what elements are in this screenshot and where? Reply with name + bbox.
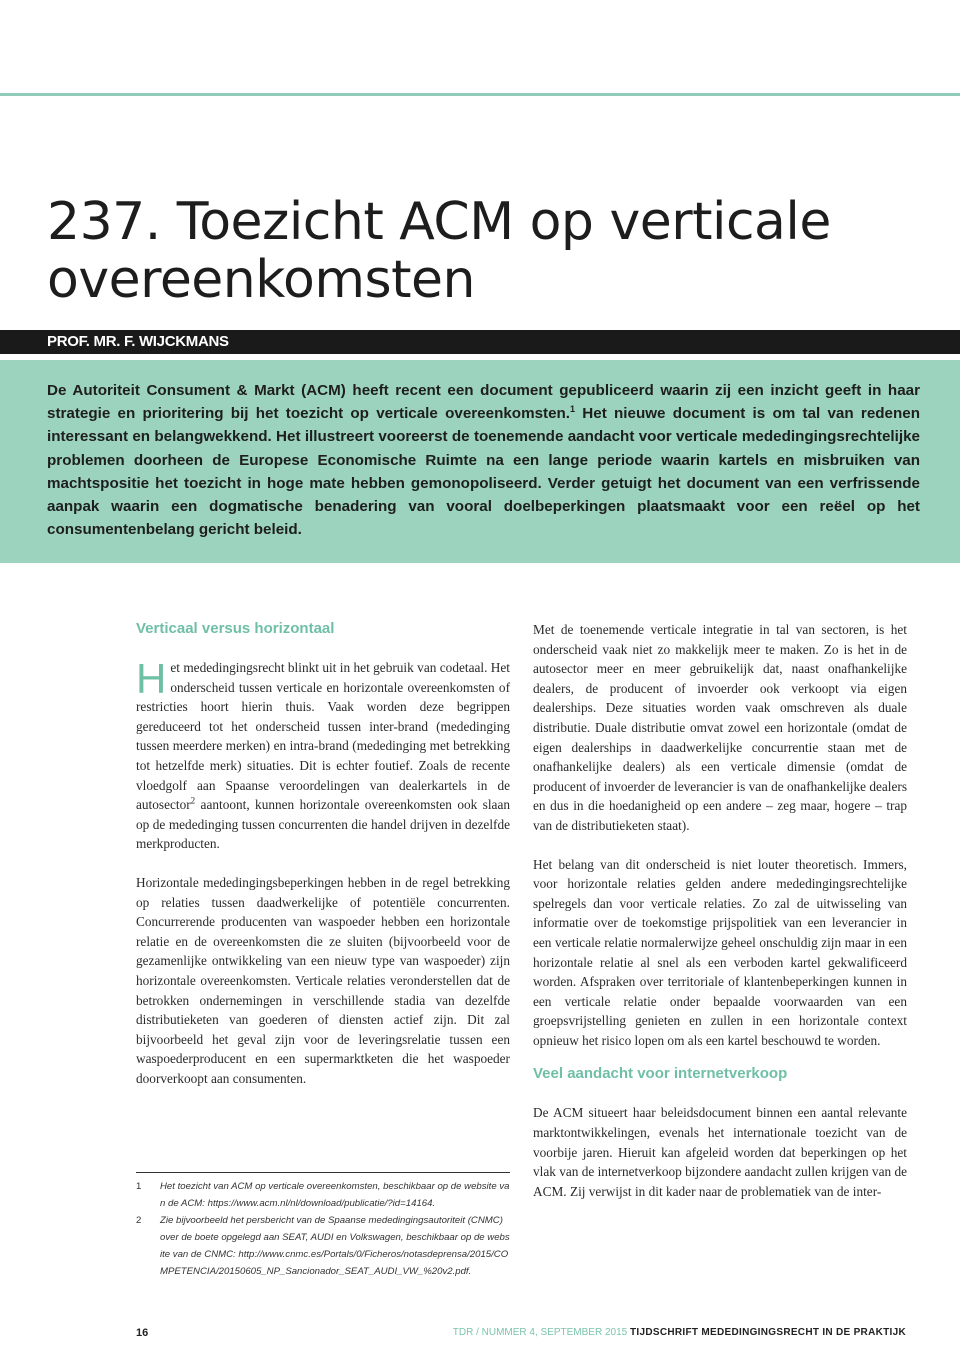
issue-info: TDR / NUMMER 4, SEPTEMBER 2015 xyxy=(452,1327,628,1338)
page-number: 16 xyxy=(136,1327,149,1339)
article-title: 237. Toezicht ACM op verticale overeenkomsten xyxy=(47,192,831,310)
paragraph: Het belang van dit onderscheid is niet louter theoretisch. Immers, voor horizontale relaties gelden andere mededingingsrechtelijke spelregels dan voor verticale relaties. Zo zal de uitwisseling van informatie over de toekomstige prijspolitiek van een leverancier in een verticale relatie normalerwijze geheel onschuldig zijn maar in een horizontale relatie al snel als een verboden kartel gekwalificeerd worden. Afspraken over territoriale of klantenbeperkingen kunnen in een verticale relatie onder bepaalde voorwaarden van een groepsvrijstelling genieten en zullen in een horizontale context opnieuw het risico lopen om als een kartel beschouwd te worden. xyxy=(533,856,907,1048)
paragraph-text: aantoont, kunnen horizontale overeenkomsten ook slaan op de mededinging tussen concurrenten die handel drijven in dezelfde merkproducten. xyxy=(136,797,510,852)
footnote-ref-2: 2 xyxy=(190,795,196,806)
footnote xyxy=(136,1178,510,1212)
abstract-text-part2: Het nieuwe document is om tal van redenen interessant en belangwekkend. Het illustreert vooreerst de toenemende aandacht voor verticale mededingingsrechtelijke problemen doorheen de Europese Economische Ruimte na een lange periode waarin kartels en misbruiken van machtspositie het toezicht in hoge mate hebben gemonopoliseerd. Verder getuigt het document van een verfrissende aanpak waarin een dogmatische benadering van vooral doelbeperkingen plaatsmaakt voor een reëel op het consumentenbelang gericht beleid. xyxy=(47,405,920,539)
top-rule xyxy=(0,93,960,96)
section-heading: Veel aandacht voor internetverkoop xyxy=(533,1065,788,1083)
paragraph-text: et mededingingsrecht blinkt uit in het gebruik van codetaal. Het onderscheid tussen verticale en horizontale overeenkomsten of restricties hoort hierin thuis. Vaak worden deze begrippen gereduceerd tot het onderscheid tussen inter-brand (mededinging tussen meerdere merken) en intra-brand (mededinging met betrekking tot hetzelfde merk) situaties. Dit is echter foutief. Zoals de recente vloedgolf aan Spaanse veroordelingen van dealerkartels in de autosector xyxy=(136,660,510,813)
footnote-number: 2 xyxy=(136,1215,142,1226)
running-footer xyxy=(453,1327,906,1338)
footnote xyxy=(136,1212,510,1280)
author-name: PROF. MR. F. WIJCKMANS xyxy=(47,333,229,350)
footnote-ref-1: 1 xyxy=(570,404,576,415)
footnotes xyxy=(136,1178,510,1280)
paragraph: Horizontale mededingingsbeperkingen hebben in de regel betrekking op relaties tussen daadwerkelijke of potentiële concurrenten. Concurrerende producenten van waspoeder hebben een horizontale relatie en de overeenkomsten die ze sluiten (bijvoorbeeld voor de gezamenlijke ontwikkeling van een nieuw type van waspoeder) zijn horizontale overeenkomsten. Verticale relaties veronderstellen dat de betrokken ondernemingen in verschillende stadia van dezelfde distributieketen van goederen of diensten actief zijn. Dit zal bijvoorbeeld het geval zijn voor de leveringsrelatie tussen een waspoederproducent en een supermarktketen die het waspoeder doorverkoopt aan consumenten. xyxy=(136,874,510,1086)
paragraph xyxy=(136,655,510,854)
paragraph: De ACM situeert haar beleidsdocument binnen een aantal relevante marktontwikkelingen, evenals het internationale toezicht van de voorbije jaren. Hieruit kan afgeleid worden dat beperkingen op het vlak van de internetverkoop bijzondere aandacht zullen krijgen van de ACM. Zij verwijst in dit kader naar de problematiek van de inter- xyxy=(533,1105,908,1199)
journal-name: TIJDSCHRIFT MEDEDINGINGSRECHT IN DE PRAKTIJK xyxy=(630,1327,906,1338)
author-bar xyxy=(0,330,960,354)
column-left xyxy=(136,620,510,1107)
footnote-text: Zie bijvoorbeeld het persbericht van de Spaanse mededingingsautoriteit (CNMC) over de boete opgelegd aan SEAT, AUDI en Volkswagen, beschikbaar op de website van de CNMC: http://www.cnmc.es/Portals/0/Ficheros/notasdeprensa/2015/COMPETENCIA/20150605_NP_Sancionador_SEAT_AUDI_VW_%20v2.pdf. xyxy=(160,1215,510,1277)
column-right xyxy=(533,620,907,1220)
abstract-text-part1: De Autoriteit Consument & Markt (ACM) heeft recent een document gepubliceerd waarin zij een inzicht geeft in haar strategie en prioritering bij het toezicht op verticale overeenkomsten. xyxy=(47,382,920,423)
abstract-text xyxy=(47,379,920,541)
footnote-divider xyxy=(136,1172,510,1173)
paragraph: Met de toenemende verticale integratie in tal van sectoren, is het onderscheid vaak niet zo makkelijk meer te maken. Zo is het in de autosector meer en meer gebruikelijk dat, naast onafhankelijke dealers, de producent of invoerder ook verkoopt via eigen dealerships. Deze situaties worden vaak omschreven als duale distributie. Duale distributie omvat zowel een horizontale (omdat de eigen dealerships in daadwerkelijke concurrentie staan met de onafhankelijke dealers) als een verticale dimensie (omdat de producent of invoerder de leverancier is van de onafhankelijke dealers en dus in die hoedanigheid op een andere – zeg maar, hogere – trap van de distributieketen staat). xyxy=(533,622,907,833)
section-heading: Verticaal versus horizontaal xyxy=(136,620,335,637)
footnote-text: Het toezicht van ACM op verticale overeenkomsten, beschikbaar op de website van de ACM: https://www.acm.nl/nl/download/publicatie/?id=14164. xyxy=(160,1181,510,1209)
footnote-number: 1 xyxy=(136,1181,142,1192)
abstract-box xyxy=(0,360,960,563)
drop-cap: H xyxy=(136,655,167,702)
